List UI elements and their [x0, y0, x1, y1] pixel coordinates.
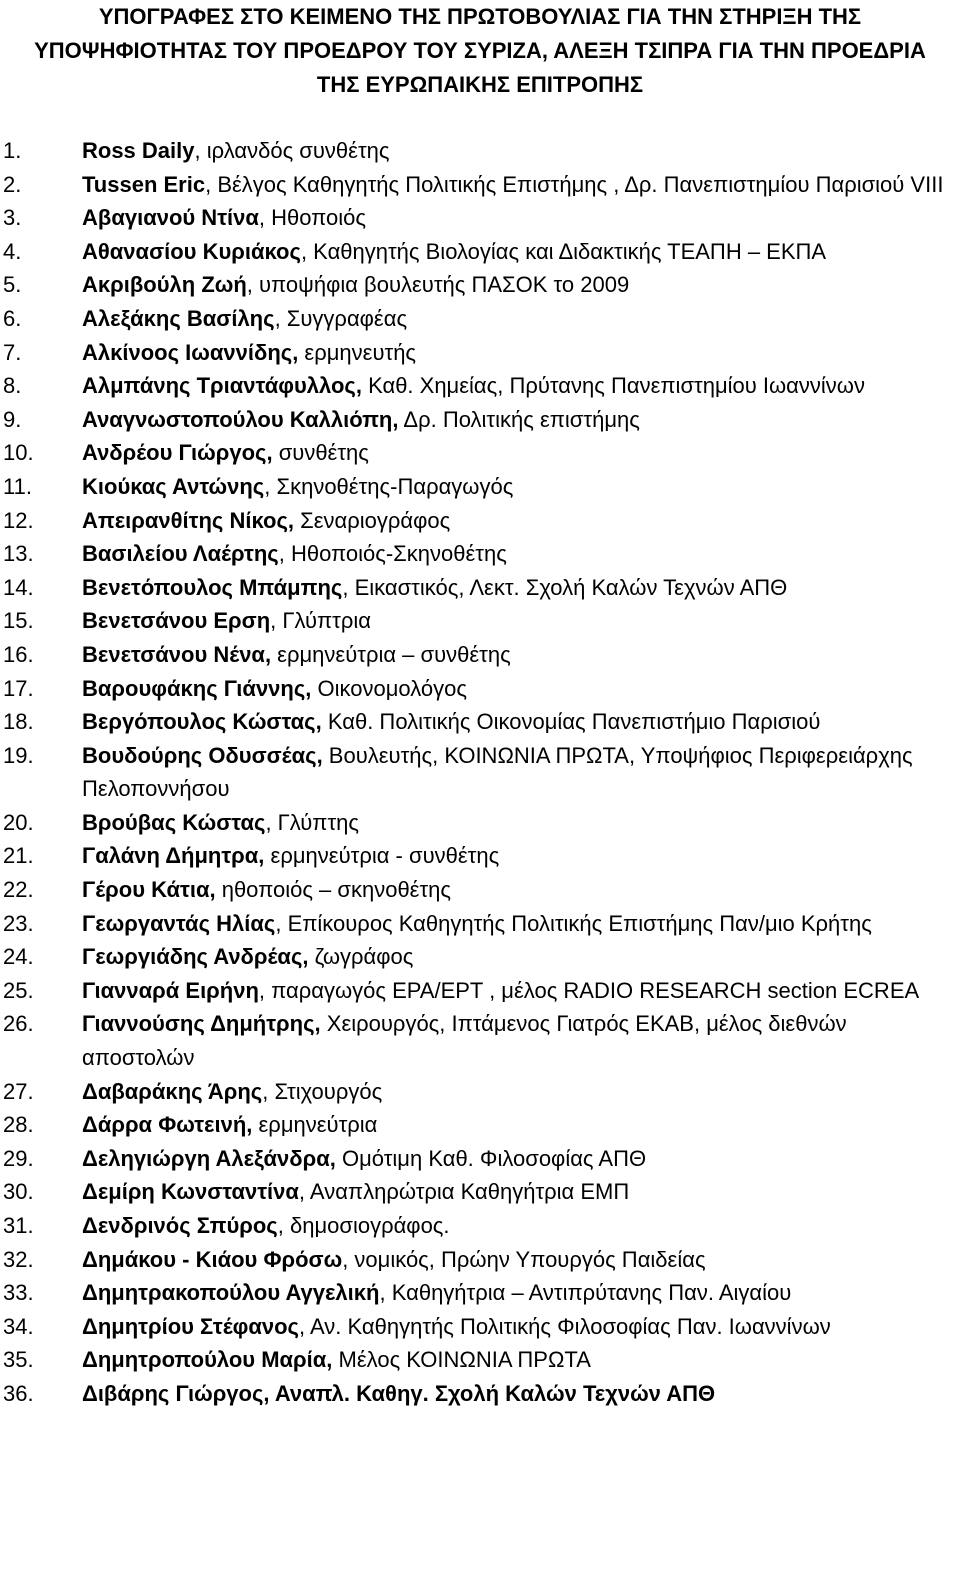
- signatory-description: ηθοποιός – σκηνοθέτης: [215, 877, 452, 903]
- item-entry: [82, 168, 954, 202]
- signatory-description: Βουλευτής, ΚΟΙΝΩΝΙΑ ΠΡΩΤΑ, Υποψήφιος Περιφερειάρχης Πελοποννήσου: [82, 742, 913, 802]
- signatory-list: [0, 134, 960, 1411]
- signatory-description: , Γλύπτης: [265, 809, 359, 835]
- item-number: 28.: [3, 1112, 34, 1138]
- item-entry: [82, 302, 954, 336]
- signatory-name: Ανδρέου Γιώργος,: [82, 440, 273, 466]
- signatory-name: Απειρανθίτης Νίκος,: [82, 507, 294, 533]
- list-item: [0, 470, 960, 504]
- item-entry: [82, 134, 954, 168]
- signatory-description: , Αναπληρώτρια Καθηγήτρια ΕΜΠ: [298, 1179, 630, 1205]
- item-number: 14.: [3, 574, 34, 600]
- signatory-name: Αβαγιανού Ντίνα: [82, 205, 259, 231]
- item-number: 10.: [3, 440, 34, 466]
- signatory-description: , Συγγραφέας: [274, 305, 408, 331]
- list-item: [0, 1343, 960, 1377]
- item-number: 17.: [3, 675, 34, 701]
- item-number: 11.: [3, 473, 32, 499]
- item-number: 21.: [3, 843, 34, 869]
- signatory-name: Ακριβούλη Ζωή: [82, 272, 247, 298]
- item-entry: [82, 873, 954, 907]
- item-number: 4.: [3, 238, 22, 264]
- signatory-name: Βασιλείου Λαέρτης: [82, 541, 279, 567]
- item-entry: [82, 638, 954, 672]
- signatory-name: Αλκίνοος Ιωαννίδης,: [82, 339, 299, 365]
- item-entry: [82, 1310, 954, 1344]
- list-item: [0, 1276, 960, 1310]
- signatory-name: Γεωργαντάς Ηλίας: [82, 910, 276, 936]
- item-entry: [82, 1175, 954, 1209]
- list-item: [0, 134, 960, 168]
- item-entry: [82, 336, 954, 370]
- signatory-description: ερμηνευτής: [298, 339, 417, 365]
- signatory-description: Δρ. Πολιτικής επιστήμης: [398, 406, 640, 432]
- list-item: [0, 537, 960, 571]
- item-entry: [82, 1377, 954, 1411]
- item-number: 2.: [3, 171, 22, 197]
- signatory-description: , Γλύπτρια: [270, 608, 371, 634]
- signatory-description: , Σκηνοθέτης-Παραγωγός: [264, 473, 514, 499]
- signatory-description: , Ηθοποιός: [258, 205, 366, 231]
- signatory-name: Δημητροπούλου Μαρία,: [82, 1347, 333, 1373]
- item-entry: [82, 1142, 954, 1176]
- list-item: [0, 201, 960, 235]
- signatory-name: Γέρου Κάτια,: [82, 877, 216, 903]
- item-number: 1.: [3, 138, 22, 163]
- list-item: [0, 907, 960, 941]
- title-line: ΤΗΣ ΕΥΡΩΠΑΙΚΗΣ ΕΠΙΤΡΟΠΗΣ: [316, 72, 644, 97]
- item-entry: [82, 571, 954, 605]
- signatory-description: Μέλος ΚΟΙΝΩΝΙΑ ΠΡΩΤΑ: [332, 1347, 591, 1373]
- list-item: [0, 168, 960, 202]
- item-number: 3.: [3, 205, 22, 231]
- title-line: ΥΠΟΓΡΑΦΕΣ ΣΤΟ ΚΕΙΜΕΝΟ ΤΗΣ ΠΡΩΤΟΒΟΥΛΙΑΣ ΓΙΑ ΤΗΝ ΣΤΗΡΙΞΗ ΤΗΣ: [98, 4, 862, 29]
- item-number: 23.: [3, 910, 34, 936]
- list-item: [0, 705, 960, 739]
- item-number: 19.: [3, 742, 34, 768]
- item-entry: [82, 436, 954, 470]
- signatory-description: , Ηθοποιός-Σκηνοθέτης: [278, 541, 507, 567]
- item-number: 30.: [3, 1179, 34, 1205]
- signatory-name: Βρούβας Κώστας: [82, 809, 266, 835]
- item-number: 12.: [3, 507, 34, 533]
- signatory-description: , Βέλγος Καθηγητής Πολιτικής Επιστήμης , Δρ. Πανεπιστημίου Παρισιού VIII: [205, 171, 944, 197]
- item-number: 32.: [3, 1246, 34, 1272]
- list-item: [0, 268, 960, 302]
- item-entry: [82, 1209, 954, 1243]
- signatory-description: ερμηνεύτρια: [252, 1112, 378, 1138]
- item-number: 35.: [3, 1347, 34, 1373]
- signatory-name: Γιαννούσης Δημήτρης,: [82, 1011, 321, 1037]
- signatory-description: , Στιχουργός: [262, 1078, 383, 1104]
- list-item: [0, 806, 960, 840]
- item-entry: [82, 537, 954, 571]
- list-item: [0, 436, 960, 470]
- item-entry: [82, 268, 954, 302]
- signatory-name: Βενετόπουλος Μπάμπης: [82, 574, 343, 600]
- item-number: 24.: [3, 944, 34, 970]
- item-entry: [82, 806, 954, 840]
- signatory-name: Δάρρα Φωτεινή,: [82, 1112, 253, 1138]
- signatory-name: Διβάρης Γιώργος, Αναπλ. Καθηγ. Σχολή Καλών Τεχνών ΑΠΘ: [82, 1380, 716, 1406]
- signatory-name: Αθανασίου Κυριάκος: [82, 238, 301, 264]
- item-number: 7.: [3, 339, 22, 365]
- signatory-name: Κιούκας Αντώνης: [82, 473, 265, 499]
- item-entry: [82, 672, 954, 706]
- signatory-name: Δαβαράκης Άρης: [82, 1078, 263, 1104]
- list-item: [0, 974, 960, 1008]
- signatory-description: , Αν. Καθηγητής Πολιτικής Φιλοσοφίας Παν. Ιωαννίνων: [299, 1313, 831, 1339]
- item-number: 34.: [3, 1313, 34, 1339]
- list-item: [0, 839, 960, 873]
- list-item: [0, 403, 960, 437]
- item-entry: [82, 1075, 954, 1109]
- item-entry: [82, 705, 954, 739]
- item-entry: [82, 470, 954, 504]
- list-item: [0, 1243, 960, 1277]
- list-item: [0, 302, 960, 336]
- signatory-name: Δεληγιώργη Αλεξάνδρα,: [82, 1145, 336, 1171]
- item-entry: [82, 1108, 954, 1142]
- signatory-name: Δημάκου - Κιάου Φρόσω: [82, 1246, 343, 1272]
- signatory-name: Βενετσάνου Νένα,: [82, 641, 272, 667]
- signatory-description: , ιρλανδός συνθέτης: [194, 138, 390, 163]
- signatory-description: Σεναριογράφος: [294, 507, 451, 533]
- item-entry: [82, 839, 954, 873]
- item-number: 20.: [3, 809, 34, 835]
- signatory-description: , δημοσιογράφος.: [277, 1213, 450, 1238]
- signatory-name: Ross Daily: [82, 138, 195, 163]
- title-line: ΥΠΟΨΗΦΙΟΤΗΤΑΣ ΤΟΥ ΠΡΟΕΔΡΟΥ ΤΟΥ ΣΥΡΙΖΑ, ΑΛΕΞΗ ΤΣΙΠΡΑ ΓΙΑ ΤΗΝ ΠΡΟΕΔΡΙΑ: [34, 38, 926, 63]
- signatory-name: Δημητρίου Στέφανος: [82, 1313, 299, 1339]
- signatory-name: Δενδρινός Σπύρος: [82, 1213, 278, 1238]
- item-number: 27.: [3, 1078, 34, 1104]
- signatory-description: Οικονομολόγος: [311, 675, 467, 701]
- item-number: 13.: [3, 541, 34, 567]
- list-item: [0, 1310, 960, 1344]
- signatory-name: Βενετσάνου Ερση: [82, 608, 271, 634]
- item-number: 18.: [3, 709, 34, 735]
- signatory-name: Αλεξάκης Βασίλης: [82, 305, 275, 331]
- signatory-name: Δημητρακοπούλου Αγγελική: [82, 1280, 380, 1306]
- signatory-name: Βεργόπουλος Κώστας,: [82, 709, 322, 735]
- signatory-description: Ομότιμη Καθ. Φιλοσοφίας ΑΠΘ: [335, 1145, 647, 1171]
- signatory-description: , Επίκουρος Καθηγητής Πολιτικής Επιστήμης Παν/μιο Κρήτης: [275, 910, 872, 936]
- list-item: [0, 1175, 960, 1209]
- signatory-description: ερμηνεύτρια - συνθέτης: [264, 843, 500, 869]
- item-entry: [82, 1007, 954, 1074]
- list-item: [0, 1075, 960, 1109]
- signatory-description: ερμηνεύτρια – συνθέτης: [271, 641, 511, 667]
- list-item: [0, 1007, 960, 1074]
- item-number: 6.: [3, 305, 22, 331]
- item-entry: [82, 201, 954, 235]
- item-entry: [82, 974, 954, 1008]
- list-item: [0, 235, 960, 269]
- list-item: [0, 1209, 960, 1243]
- list-item: [0, 1377, 960, 1411]
- item-number: 26.: [3, 1011, 34, 1037]
- signatory-description: , νομικός, Πρώην Υπουργός Παιδείας: [342, 1246, 706, 1272]
- item-number: 29.: [3, 1145, 34, 1171]
- list-item: [0, 672, 960, 706]
- item-entry: [82, 940, 954, 974]
- list-item: [0, 1108, 960, 1142]
- list-item: [0, 571, 960, 605]
- signatory-name: Αναγνωστοπούλου Καλλιόπη,: [82, 406, 399, 432]
- list-item: [0, 604, 960, 638]
- signatory-description: συνθέτης: [272, 440, 369, 466]
- item-entry: [82, 1276, 954, 1310]
- item-number: 5.: [3, 272, 22, 298]
- item-number: 9.: [3, 406, 22, 432]
- signatory-description: Καθ. Χημείας, Πρύτανης Πανεπιστημίου Ιωαννίνων: [361, 373, 865, 399]
- signatory-description: Καθ. Πολιτικής Οικονομίας Πανεπιστήμιο Παρισιού: [321, 709, 821, 735]
- signatory-name: Γεωργιάδης Ανδρέας,: [82, 944, 309, 970]
- list-item: [0, 638, 960, 672]
- signatory-name: Αλμπάνης Τριαντάφυλλος,: [82, 373, 362, 399]
- list-item: [0, 504, 960, 538]
- signatory-description: , Εικαστικός, Λεκτ. Σχολή Καλών Τεχνών ΑΠΘ: [342, 574, 788, 600]
- document-title: [0, 0, 960, 102]
- signatory-name: Δεμίρη Κωνσταντίνα: [82, 1179, 299, 1205]
- list-item: [0, 873, 960, 907]
- item-entry: [82, 604, 954, 638]
- item-number: 36.: [3, 1380, 34, 1406]
- item-number: 25.: [3, 977, 34, 1003]
- signatory-description: , Καθηγητής Βιολογίας και Διδακτικής ΤΕΑΠΗ – ΕΚΠΑ: [300, 238, 827, 264]
- item-entry: [82, 739, 954, 806]
- item-number: 8.: [3, 373, 22, 399]
- item-number: 22.: [3, 877, 34, 903]
- item-entry: [82, 403, 954, 437]
- item-entry: [82, 1343, 954, 1377]
- signatory-name: Βαρουφάκης Γιάννης,: [82, 675, 312, 701]
- signatory-description: ζωγράφος: [308, 944, 414, 970]
- signatory-description: , παραγωγός ΕΡΑ/ΕΡΤ , μέλος RADIO RESEARCH section ECREA: [258, 977, 920, 1003]
- item-entry: [82, 1243, 954, 1277]
- item-number: 31.: [3, 1213, 34, 1238]
- signatory-description: Χειρουργός, Ιπτάμενος Γιατρός ΕΚΑΒ, μέλος διεθνών αποστολών: [82, 1011, 847, 1071]
- item-number: 16.: [3, 641, 34, 667]
- item-entry: [82, 235, 954, 269]
- list-item: [0, 1142, 960, 1176]
- item-number: 15.: [3, 608, 34, 634]
- list-item: [0, 940, 960, 974]
- signatory-description: , υποψήφια βουλευτής ΠΑΣΟΚ το 2009: [246, 272, 630, 298]
- item-entry: [82, 504, 954, 538]
- signatory-name: Βουδούρης Οδυσσέας,: [82, 742, 323, 768]
- signatory-name: Tussen Eric: [82, 171, 206, 197]
- list-item: [0, 336, 960, 370]
- item-number: 33.: [3, 1280, 34, 1306]
- signatory-name: Γαλάνη Δήμητρα,: [82, 843, 265, 869]
- item-entry: [82, 369, 954, 403]
- list-item: [0, 739, 960, 806]
- signatory-description: , Καθηγήτρια – Αντιπρύτανης Παν. Αιγαίου: [379, 1280, 792, 1306]
- list-item: [0, 369, 960, 403]
- item-entry: [82, 907, 954, 941]
- signatory-name: Γιανναρά Ειρήνη: [82, 977, 259, 1003]
